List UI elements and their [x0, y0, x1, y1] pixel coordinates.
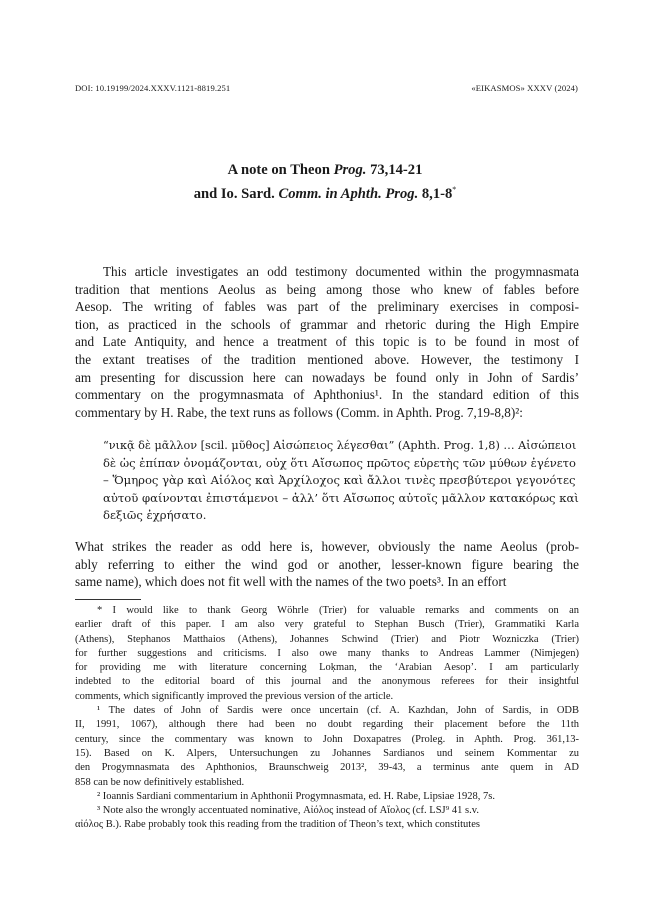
- footnote-line: ³ Note also the wrongly accentuated nominative, Αἰόλος instead of Αἴολος (cf. LSJ⁹ 41 s.v.: [97, 805, 479, 817]
- body-line: commentary by H. Rabe, the text runs as follows (Comm. in Aphth. Prog. 7,19-8,8)²:: [75, 404, 523, 420]
- paragraph-1: [75, 263, 579, 421]
- footnote-line: for providing me with literature concerning Loḳman, the ‘Arabian Aesop’. I am particularly: [75, 662, 579, 674]
- body-line: What strikes the reader as odd here is, however, obviously the name Aeolus (prob-: [75, 539, 579, 554]
- greek-line: “νικᾷ δὲ μᾶλλον [scil. μῦθος] Αἰσώπειος λέγεσθαι” (Aphth. Prog. 1,8) … Αἰσώπειοι: [103, 439, 577, 452]
- footnote-line: * I would like to thank Georg Wöhrle (Trier) for valuable remarks and comments on an: [97, 605, 579, 616]
- title-line-1: A note on Theon Prog. 73,14-21: [227, 162, 423, 178]
- body-line: tion, as practiced in the schools of grammar and rhetoric during the High Empire: [75, 316, 579, 332]
- greek-line: δεξιῶς ἐχρήσατο.: [103, 508, 207, 523]
- title-line-2: and Io. Sard. Comm. in Aphth. Prog. 8,1-8*: [193, 185, 457, 202]
- footnote-line: for further suggestions and criticisms. I also owe many thanks to Andreas Lammer (Nimjegen): [75, 647, 579, 659]
- footnote-line: century, since the commentary was known to John Doxapatres (Proleg. in Aphth. Prog. 361,13-: [75, 733, 579, 745]
- body-line: tradition that mentions Aeolus as being among those who knew of fables before: [75, 281, 579, 297]
- greek-quotation: [103, 437, 579, 525]
- doi-header: DOI: 10.19199/2024.XXXV.1121-8819.251: [75, 83, 231, 93]
- footnote-line: ² Ioannis Sardiani commentarium in Aphthonii Progymnasmata, ed. H. Rabe, Lipsiae 1928, 7s.: [97, 790, 496, 802]
- footnote-line: ¹ The dates of John of Sardis were once uncertain (cf. A. Kazhdan, John of Sardis, in ODB: [97, 705, 579, 717]
- greek-line: δὲ ὡς ἐπίπαν ὀνομάζονται, οὐχ ὅτι Αἴσωπος πρῶτος εὑρετὴς τῶν μύθων ἐγένετο: [103, 455, 576, 470]
- body-line: ably referring to either the wind god or another, lesser-known figure bearing the: [75, 556, 579, 572]
- footnote-line: indebted to the editorial board of this journal and the anonymous referees for their insightful: [75, 676, 579, 688]
- footnote-separator: [75, 599, 141, 600]
- footnote-line: comments, which significantly improved the previous version of the article.: [75, 690, 394, 702]
- title-footnote-mark: *: [452, 185, 457, 194]
- body-line: same name), which does not fit well with the names of the two poets³. In an effort: [75, 574, 507, 590]
- body-line: and Late Antiquity, and hence a treatment of this topic is to be found in most of: [75, 334, 579, 350]
- body-line: the extant treatises of the tradition mentioned above. However, the testimony I: [75, 351, 579, 367]
- body-line: am presenting for discussion here can nowadays be found only in John of Sardis’: [75, 369, 579, 385]
- greek-line: αὐτοῦ φαίνονται ἐπιστάμενοι – ἀλλ’ ὅτι Αἴσωπος αὐτοῖς μᾶλλον κατακόρως καὶ: [103, 490, 579, 505]
- footnote-line: II, 1991, 1067), although there had been no doubt regarding their placement before the 11th: [75, 719, 579, 731]
- body-line: This article investigates an odd testimony documented within the progymnasmata: [103, 264, 579, 279]
- journal-header: «EIKASMOS» XXXV (2024): [471, 83, 578, 93]
- greek-line: – Ὅμηρος γὰρ καὶ Αἰόλος καὶ Ἀρχίλοχος καὶ ἄλλοι τινὲς πρεσβύτεροι γεγονότες: [103, 473, 576, 488]
- article-title: [0, 160, 650, 204]
- footnote-line: (Athens), Stephanos Matthaios (Athens), Johannes Schwind (Trier) and Piotr Wozniczka (Trier): [75, 633, 579, 645]
- footnote-line: den Progymnasmata des Aphthonios, Braunschweig 2013², 39-43, a terminus ante quem in AD: [75, 762, 579, 774]
- footnotes: [75, 604, 579, 833]
- footnote-line: 858 can be now definitively established.: [75, 776, 245, 788]
- footnote-line: 15). Based on K. Alpers, Untersuchungen zu Johannes Sardianos und seinem Kommentar zu: [75, 747, 579, 759]
- footnote-line: earlier draft of this paper. I am also very grateful to Stephan Busch (Trier), Grammatiki Karla: [75, 619, 579, 631]
- paragraph-2: [75, 538, 579, 591]
- footnote-line: αἰόλος B.). Rabe probably took this reading from the tradition of Theon’s text, which constitutes: [75, 819, 480, 831]
- body-line: Aesop. The writing of fables was part of the preliminary exercises in composi-: [75, 299, 579, 315]
- body-line: commentary on the progymnasmata of Aphthonius¹. In the standard edition of this: [75, 387, 579, 403]
